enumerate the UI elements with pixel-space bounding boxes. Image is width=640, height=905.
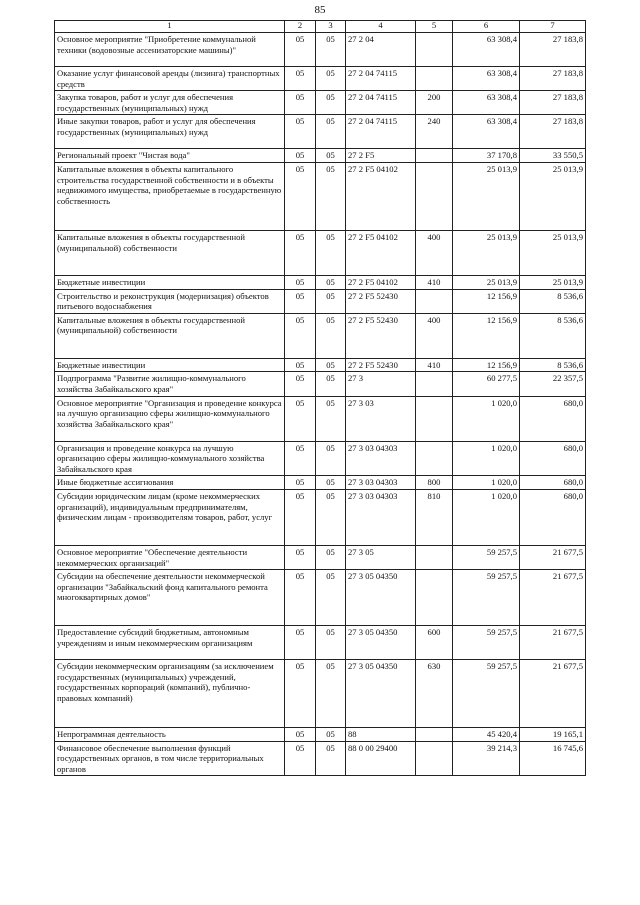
- cell-csr: 27 2 F5 52430: [346, 313, 416, 358]
- cell-csr: 27 2 F5 04102: [346, 275, 416, 289]
- cell-rz: 05: [285, 289, 316, 313]
- cell-name: Строительство и реконструкция (модернизация) объектов питьевого водоснабжения: [55, 289, 285, 313]
- cell-pr: 05: [316, 358, 346, 372]
- cell-vr: [416, 441, 453, 476]
- cell-pr: 05: [316, 289, 346, 313]
- cell-sum2: 27 183,8: [520, 91, 586, 115]
- cell-rz: 05: [285, 372, 316, 396]
- cell-name: Капитальные вложения в объекты государственной (муниципальной) собственности: [55, 230, 285, 275]
- cell-csr: 88: [346, 728, 416, 742]
- table-row: [55, 33, 586, 67]
- cell-rz: 05: [285, 660, 316, 728]
- cell-rz: 05: [285, 313, 316, 358]
- table-row: [55, 476, 586, 490]
- cell-vr: [416, 162, 453, 230]
- cell-sum2: 16 745,6: [520, 741, 586, 776]
- table-row: [55, 115, 586, 149]
- cell-pr: 05: [316, 149, 346, 163]
- cell-csr: 27 2 F5 04102: [346, 230, 416, 275]
- table-row: [55, 289, 586, 313]
- cell-pr: 05: [316, 476, 346, 490]
- cell-pr: 05: [316, 67, 346, 91]
- column-header-3: 3: [316, 21, 346, 33]
- cell-name: Организация и проведение конкурса на лучшую организацию сферы жилищно-коммунального хозяйства Забайкальского края: [55, 441, 285, 476]
- cell-rz: 05: [285, 275, 316, 289]
- cell-sum1: 1 020,0: [453, 476, 520, 490]
- cell-sum1: 1 020,0: [453, 441, 520, 476]
- cell-sum2: 680,0: [520, 441, 586, 476]
- cell-sum2: 21 677,5: [520, 626, 586, 660]
- table-row: [55, 67, 586, 91]
- cell-csr: 27 3: [346, 372, 416, 396]
- cell-vr: [416, 570, 453, 626]
- cell-sum2: 21 677,5: [520, 545, 586, 569]
- table-row: [55, 489, 586, 545]
- column-header-5: 5: [416, 21, 453, 33]
- table-body: [55, 33, 586, 776]
- cell-sum1: 12 156,9: [453, 289, 520, 313]
- cell-sum2: 21 677,5: [520, 660, 586, 728]
- cell-csr: 27 3 03 04303: [346, 476, 416, 490]
- cell-csr: 27 3 05 04350: [346, 660, 416, 728]
- cell-vr: 240: [416, 115, 453, 149]
- table-row: [55, 91, 586, 115]
- cell-csr: 27 2 F5 52430: [346, 289, 416, 313]
- cell-vr: 630: [416, 660, 453, 728]
- cell-name: Иные бюджетные ассигнования: [55, 476, 285, 490]
- cell-name: Субсидии юридическим лицам (кроме некоммерческих организаций), индивидуальным предпринимателям, физическим лицам - производителям товаров, работ, услуг: [55, 489, 285, 545]
- cell-name: Основное мероприятие "Приобретение коммунальной техники (водовозные ассенизаторские машины)": [55, 33, 285, 67]
- column-header-1: 1: [55, 21, 285, 33]
- cell-csr: 27 3 05 04350: [346, 570, 416, 626]
- column-header-2: 2: [285, 21, 316, 33]
- header-row: [55, 21, 586, 33]
- cell-sum2: 19 165,1: [520, 728, 586, 742]
- cell-rz: 05: [285, 741, 316, 776]
- table-row: [55, 545, 586, 569]
- cell-sum1: 59 257,5: [453, 626, 520, 660]
- cell-vr: [416, 33, 453, 67]
- table-row: [55, 660, 586, 728]
- cell-vr: [416, 728, 453, 742]
- cell-csr: 88 0 00 29400: [346, 741, 416, 776]
- cell-name: Капитальные вложения в объекты государственной (муниципальной) собственности: [55, 313, 285, 358]
- cell-name: Предоставление субсидий бюджетным, автономным учреждениям и иным некоммерческим организациям: [55, 626, 285, 660]
- page-number: 85: [314, 4, 326, 16]
- cell-name: Иные закупки товаров, работ и услуг для обеспечения государственных (муниципальных) нужд: [55, 115, 285, 149]
- cell-name: Финансовое обеспечение выполнения функций государственных органов, в том числе территориальных органов: [55, 741, 285, 776]
- cell-vr: 400: [416, 313, 453, 358]
- table-row: [55, 358, 586, 372]
- cell-sum2: 8 536,6: [520, 358, 586, 372]
- cell-pr: 05: [316, 660, 346, 728]
- cell-sum1: 39 214,3: [453, 741, 520, 776]
- cell-sum1: 37 170,8: [453, 149, 520, 163]
- cell-pr: 05: [316, 741, 346, 776]
- cell-sum2: 27 183,8: [520, 67, 586, 91]
- cell-sum1: 60 277,5: [453, 372, 520, 396]
- cell-vr: [416, 67, 453, 91]
- column-header-7: 7: [520, 21, 586, 33]
- cell-vr: [416, 289, 453, 313]
- cell-sum1: 63 308,4: [453, 67, 520, 91]
- cell-csr: 27 2 04 74115: [346, 91, 416, 115]
- cell-name: Субсидии на обеспечение деятельности некоммерческой организации "Забайкальский фонд капитального ремонта многоквартирных домов": [55, 570, 285, 626]
- cell-vr: [416, 545, 453, 569]
- cell-vr: 200: [416, 91, 453, 115]
- cell-sum2: 680,0: [520, 476, 586, 490]
- cell-sum2: 27 183,8: [520, 115, 586, 149]
- cell-csr: 27 3 03 04303: [346, 489, 416, 545]
- table-row: [55, 162, 586, 230]
- cell-vr: 810: [416, 489, 453, 545]
- cell-name: Основное мероприятие "Организация и проведение конкурса на лучшую организацию сферы жилищно-коммунального хозяйства Забайкальского края": [55, 396, 285, 441]
- cell-pr: 05: [316, 91, 346, 115]
- cell-sum1: 59 257,5: [453, 545, 520, 569]
- cell-sum2: 27 183,8: [520, 33, 586, 67]
- cell-pr: 05: [316, 545, 346, 569]
- cell-rz: 05: [285, 489, 316, 545]
- cell-pr: 05: [316, 33, 346, 67]
- cell-name: Капитальные вложения в объекты капитального строительства государственной собственности и в объекты недвижимого имущества, приобретаемые в государственную собственность: [55, 162, 285, 230]
- cell-sum2: 8 536,6: [520, 313, 586, 358]
- cell-name: Региональный проект "Чистая вода": [55, 149, 285, 163]
- cell-pr: 05: [316, 489, 346, 545]
- cell-sum1: 12 156,9: [453, 358, 520, 372]
- column-header-4: 4: [346, 21, 416, 33]
- cell-rz: 05: [285, 115, 316, 149]
- cell-rz: 05: [285, 476, 316, 490]
- cell-sum1: 25 013,9: [453, 275, 520, 289]
- cell-csr: 27 2 F5: [346, 149, 416, 163]
- cell-pr: 05: [316, 626, 346, 660]
- cell-sum2: 25 013,9: [520, 230, 586, 275]
- cell-vr: [416, 372, 453, 396]
- cell-pr: 05: [316, 728, 346, 742]
- cell-pr: 05: [316, 396, 346, 441]
- cell-rz: 05: [285, 545, 316, 569]
- cell-sum1: 63 308,4: [453, 115, 520, 149]
- cell-name: Подпрограмма "Развитие жилищно-коммунального хозяйства Забайкальского края": [55, 372, 285, 396]
- table-row: [55, 149, 586, 163]
- cell-sum1: 12 156,9: [453, 313, 520, 358]
- cell-name: Бюджетные инвестиции: [55, 275, 285, 289]
- cell-sum1: 1 020,0: [453, 489, 520, 545]
- cell-vr: [416, 149, 453, 163]
- cell-vr: 600: [416, 626, 453, 660]
- cell-rz: 05: [285, 396, 316, 441]
- cell-csr: 27 2 04 74115: [346, 115, 416, 149]
- cell-csr: 27 2 F5 04102: [346, 162, 416, 230]
- budget-table: [54, 20, 586, 776]
- cell-rz: 05: [285, 728, 316, 742]
- cell-sum2: 21 677,5: [520, 570, 586, 626]
- cell-name: Основное мероприятие "Обеспечение деятельности некоммерческих организаций": [55, 545, 285, 569]
- cell-vr: 410: [416, 358, 453, 372]
- cell-sum1: 45 420,4: [453, 728, 520, 742]
- cell-pr: 05: [316, 275, 346, 289]
- cell-sum1: 59 257,5: [453, 570, 520, 626]
- cell-rz: 05: [285, 162, 316, 230]
- cell-csr: 27 3 03: [346, 396, 416, 441]
- cell-csr: 27 2 04 74115: [346, 67, 416, 91]
- cell-vr: [416, 396, 453, 441]
- cell-rz: 05: [285, 33, 316, 67]
- cell-name: Непрограммная деятельность: [55, 728, 285, 742]
- cell-csr: 27 2 F5 52430: [346, 358, 416, 372]
- cell-sum2: 680,0: [520, 489, 586, 545]
- cell-pr: 05: [316, 441, 346, 476]
- table-row: [55, 741, 586, 776]
- cell-sum1: 25 013,9: [453, 230, 520, 275]
- cell-sum1: 63 308,4: [453, 91, 520, 115]
- cell-sum2: 33 550,5: [520, 149, 586, 163]
- table-row: [55, 570, 586, 626]
- cell-sum1: 59 257,5: [453, 660, 520, 728]
- cell-vr: 400: [416, 230, 453, 275]
- cell-csr: 27 3 05: [346, 545, 416, 569]
- table-row: [55, 626, 586, 660]
- cell-csr: 27 3 05 04350: [346, 626, 416, 660]
- cell-rz: 05: [285, 570, 316, 626]
- cell-csr: 27 2 04: [346, 33, 416, 67]
- table-row: [55, 396, 586, 441]
- table-row: [55, 372, 586, 396]
- cell-sum1: 1 020,0: [453, 396, 520, 441]
- cell-sum2: 22 357,5: [520, 372, 586, 396]
- cell-rz: 05: [285, 358, 316, 372]
- cell-sum2: 680,0: [520, 396, 586, 441]
- cell-rz: 05: [285, 441, 316, 476]
- cell-pr: 05: [316, 570, 346, 626]
- table-row: [55, 313, 586, 358]
- cell-pr: 05: [316, 162, 346, 230]
- cell-sum2: 25 013,9: [520, 162, 586, 230]
- cell-sum1: 25 013,9: [453, 162, 520, 230]
- cell-rz: 05: [285, 91, 316, 115]
- cell-pr: 05: [316, 230, 346, 275]
- cell-pr: 05: [316, 115, 346, 149]
- cell-name: Закупка товаров, работ и услуг для обеспечения государственных (муниципальных) нужд: [55, 91, 285, 115]
- table-row: [55, 728, 586, 742]
- cell-name: Субсидии некоммерческим организациям (за исключением государственных (муниципальных) учреждений, государственных корпораций (компаний), публично-правовых компаний): [55, 660, 285, 728]
- cell-pr: 05: [316, 313, 346, 358]
- cell-name: Оказание услуг финансовой аренды (лизинга) транспортных средств: [55, 67, 285, 91]
- column-header-6: 6: [453, 21, 520, 33]
- table-row: [55, 441, 586, 476]
- cell-sum2: 25 013,9: [520, 275, 586, 289]
- cell-rz: 05: [285, 67, 316, 91]
- cell-csr: 27 3 03 04303: [346, 441, 416, 476]
- cell-vr: 800: [416, 476, 453, 490]
- cell-name: Бюджетные инвестиции: [55, 358, 285, 372]
- cell-pr: 05: [316, 372, 346, 396]
- cell-vr: [416, 741, 453, 776]
- table-row: [55, 275, 586, 289]
- cell-sum1: 63 308,4: [453, 33, 520, 67]
- table-row: [55, 230, 586, 275]
- cell-rz: 05: [285, 626, 316, 660]
- cell-vr: 410: [416, 275, 453, 289]
- cell-sum2: 8 536,6: [520, 289, 586, 313]
- cell-rz: 05: [285, 230, 316, 275]
- cell-rz: 05: [285, 149, 316, 163]
